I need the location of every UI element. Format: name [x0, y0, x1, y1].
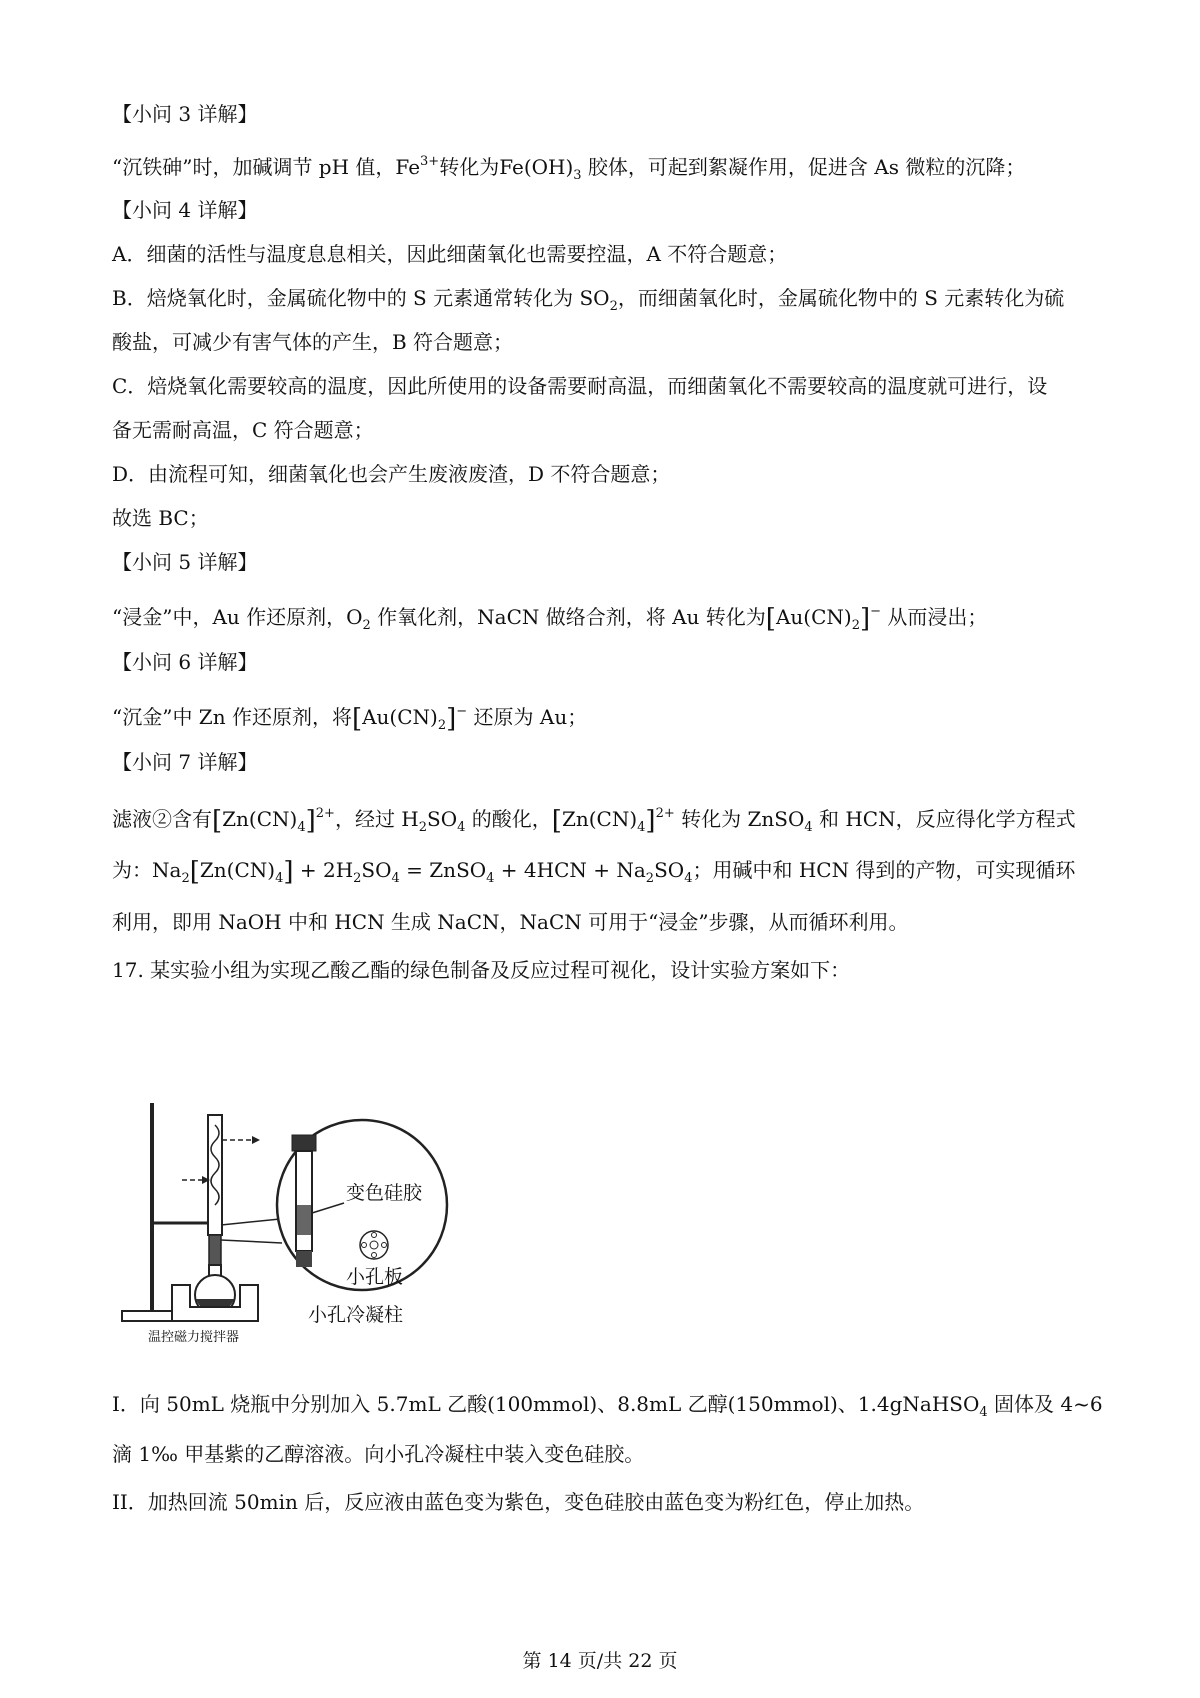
q7-line3: 利用，即用 NaOH 中和 HCN 生成 NaCN，NaCN 可用于“浸金”步骤，从而循环利用。	[112, 910, 909, 934]
q4-option-c-line1: C．焙烧氧化需要较高的温度，因此所使用的设备需要耐高温，而细菌氧化不需要较高的温度就可进行，设	[112, 374, 1048, 398]
q4-option-d: D．由流程可知，细菌氧化也会产生废液废渣，D 不符合题意；	[112, 462, 671, 486]
q17-intro: 17. 某实验小组为实现乙酸乙酯的绿色制备及反应过程可视化，设计实验方案如下：	[112, 958, 851, 982]
chemical-equation: $Na_2[Zn(CN)_4] + 2H_2SO_4$ = ZnSO$_4$ + $4HCN + Na_2SO_4$	[152, 857, 693, 887]
label-stirrer: 温控磁力搅拌器	[148, 1330, 240, 1345]
inset-column-icon	[296, 1151, 312, 1251]
q4-option-b-line2: 酸盐，可减少有害气体的产生，B 符合题意；	[112, 330, 514, 354]
q5-title: 【小问 5 详解】	[112, 550, 258, 574]
q5-text: “浸金”中，Au 作还原剂，$O_2$ 作氧化剂，NaCN 做络合剂，将 Au 转化为$[Au(CN)_2]^-$ 从而浸出；	[112, 604, 988, 634]
q4-answer: 故选 BC；	[112, 506, 209, 530]
feoh-formula: $Fe(OH)_3$	[499, 155, 582, 183]
q6-text: “沉金”中 Zn 作还原剂，将$[Au(CN)_2]^-$ 还原为 Au；	[112, 704, 588, 734]
label-condenser-column: 小孔冷凝柱	[308, 1304, 404, 1326]
apparatus-figure	[112, 1095, 472, 1355]
q4-option-b-line1: B．焙烧氧化时，金属硫化物中的 S 元素通常转化为 $SO_2$，而细菌氧化时，金属硫化物中的 S 元素转化为硫	[112, 286, 1065, 314]
label-small-hole-plate: 小孔板	[346, 1266, 404, 1288]
q17-step1-line2: 滴 1‰ 甲基紫的乙醇溶液。向小孔冷凝柱中装入变色硅胶。	[112, 1442, 645, 1466]
q4-title: 【小问 4 详解】	[112, 198, 258, 222]
q7-equation-line: 为：$Na_2[Zn(CN)_4] + 2H_2SO_4$ = ZnSO$_4$ + $4HCN + Na_2SO_4$；用碱中和 HCN 得到的产物，可实现循环	[112, 857, 1076, 887]
q4-option-c-line2: 备无需耐高温，C 符合题意；	[112, 418, 374, 442]
q3-title: 【小问 3 详解】	[112, 102, 258, 126]
page-footer: 第 14 页/共 22 页	[522, 1650, 678, 1672]
q4-option-a: A．细菌的活性与温度息息相关，因此细菌氧化也需要控温，A 不符合题意；	[112, 242, 788, 266]
q7-title: 【小问 7 详解】	[112, 750, 258, 774]
q6-title: 【小问 6 详解】	[112, 650, 258, 674]
q3-text: “沉铁砷”时，加碱调节 pH 值，$Fe^{3+}$转化为$Fe(OH)_3$ 胶体，可起到絮凝作用，促进含 As 微粒的沉降；	[112, 154, 1026, 183]
condenser-icon	[208, 1115, 222, 1235]
small-hole-column-icon	[209, 1235, 221, 1265]
q17-step1-line1: I．向 50mL 烧瓶中分别加入 5.7mL 乙酸(100mmol)、8.8mL 乙醇(150mmol)、1.4gNaHSO$_4$ 固体及 4~6	[112, 1392, 1103, 1420]
q7-line1: 滤液②含有$[Zn(CN)_4]^{2+}$，经过 $H_2SO_4$ 的酸化，$[Zn(CN)_4]^{2+}$ 转化为 ZnSO$_4$ 和 HCN，反应得化学方程式	[112, 806, 1076, 836]
q17-step2: II．加热回流 50min 后，反应液由蓝色变为紫色，变色硅胶由蓝色变为粉红色，停止加热。	[112, 1490, 925, 1514]
label-silica-gel: 变色硅胶	[346, 1182, 423, 1204]
